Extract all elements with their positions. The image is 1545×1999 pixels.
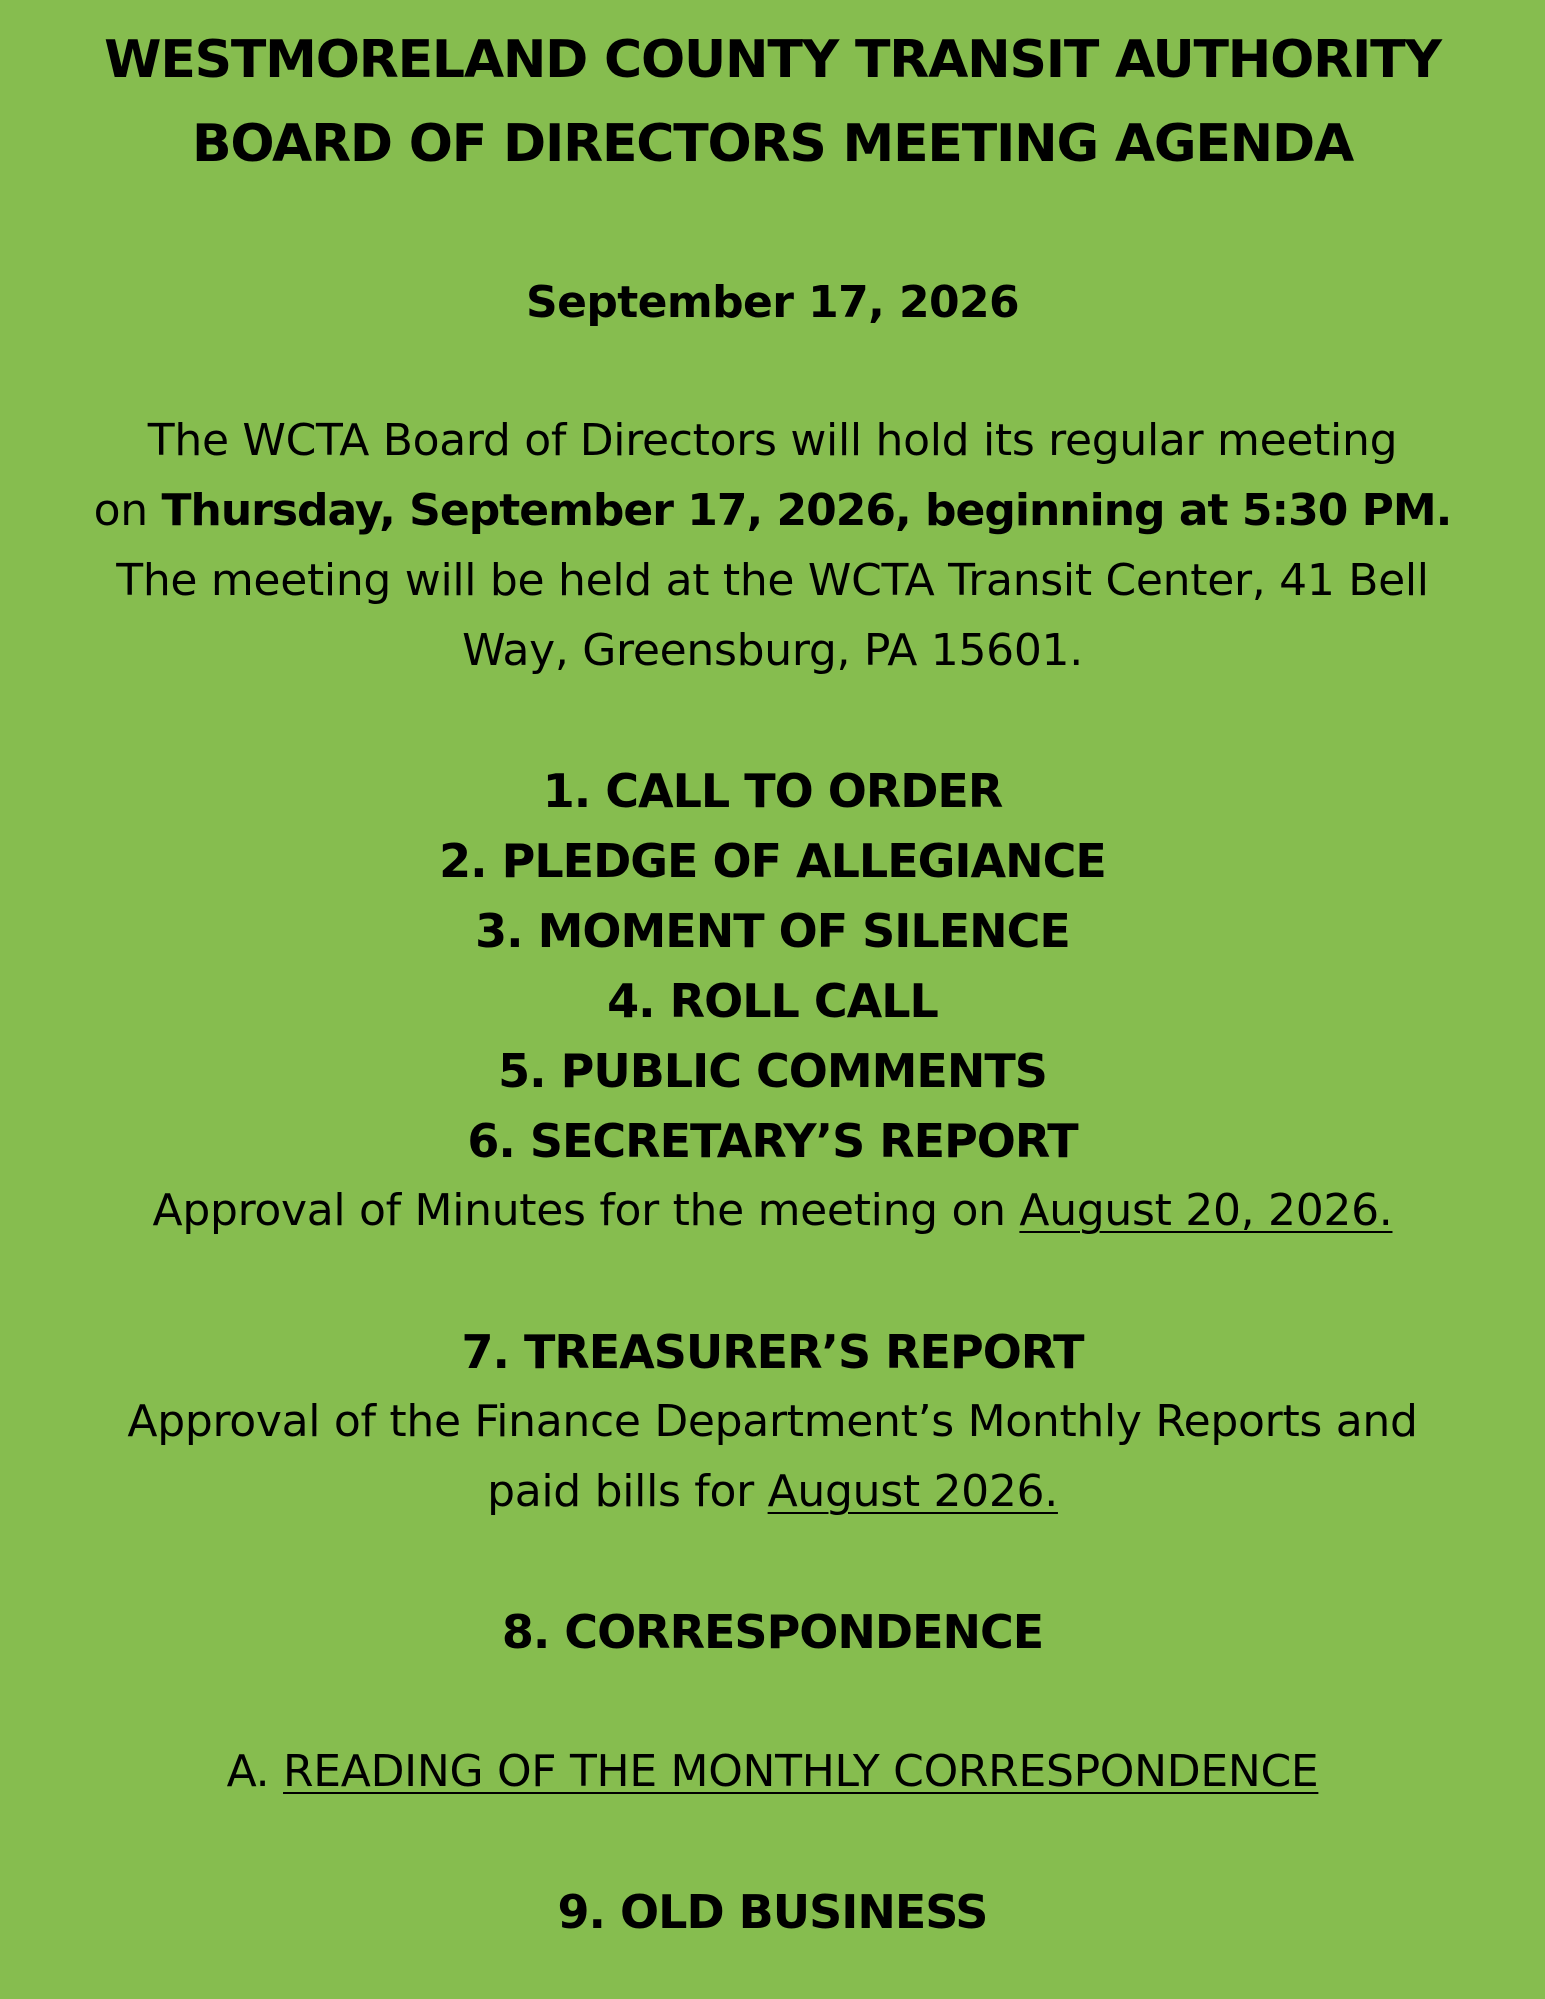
correspondence-item-a-marker: A. — [226, 1746, 284, 1797]
agenda-list-top — [0, 756, 1545, 1246]
agenda-item-moment-of-silence: 3. MOMENT OF SILENCE — [475, 904, 1070, 958]
intro-line-1: The WCTA Board of Directors will hold its regular meeting — [147, 415, 1398, 466]
agenda-item-correspondence: 8. CORRESPONDENCE — [501, 1605, 1044, 1659]
meeting-intro — [0, 406, 1545, 686]
agenda-item-secretary-report: 6. SECRETARY’S REPORT — [467, 1114, 1078, 1168]
intro-line-2 — [0, 476, 1545, 546]
treasurer-report-line-2 — [0, 1457, 1545, 1527]
meeting-date: September 17, 2026 — [525, 277, 1020, 328]
paid-bills-month-link[interactable]: August 2026. — [767, 1466, 1058, 1517]
intro-line-2-prefix: on — [93, 485, 162, 536]
agenda-item-old-business: 9. OLD BUSINESS — [557, 1885, 988, 1939]
monthly-correspondence-link[interactable]: READING OF THE MONTHLY CORRESPONDENCE — [283, 1746, 1319, 1797]
meeting-datetime: Thursday, September 17, 2026, beginning at 5:30 PM. — [161, 485, 1452, 536]
minutes-date-link[interactable]: August 20, 2026. — [1019, 1185, 1393, 1236]
secretary-report-text — [0, 1176, 1545, 1246]
agenda-item-treasurer-report: 7. TREASURER’S REPORT — [461, 1325, 1084, 1379]
treasurer-report-line-1: Approval of the Finance Department’s Monthly Reports and — [127, 1396, 1418, 1447]
correspondence-item-a — [0, 1737, 1545, 1807]
document-title — [0, 18, 1545, 186]
agenda-item-pledge: 2. PLEDGE OF ALLEGIANCE — [439, 834, 1106, 888]
treasurer-report-prefix: paid bills for — [487, 1466, 768, 1517]
title-line-1: WESTMORELAND COUNTY TRANSIT AUTHORITY — [104, 30, 1441, 90]
agenda-item-public-comments: 5. PUBLIC COMMENTS — [498, 1044, 1047, 1098]
intro-line-4: Way, Greensburg, PA 15601. — [462, 625, 1083, 676]
agenda-item-call-to-order: 1. CALL TO ORDER — [542, 764, 1003, 818]
secretary-report-description: Approval of Minutes for the meeting on — [152, 1185, 1020, 1236]
intro-line-3: The meeting will be held at the WCTA Transit Center, 41 Bell — [116, 555, 1429, 606]
title-line-2: BOARD OF DIRECTORS MEETING AGENDA — [191, 114, 1354, 174]
agenda-item-roll-call: 4. ROLL CALL — [607, 974, 938, 1028]
agenda-treasurer-section — [0, 1317, 1545, 1527]
